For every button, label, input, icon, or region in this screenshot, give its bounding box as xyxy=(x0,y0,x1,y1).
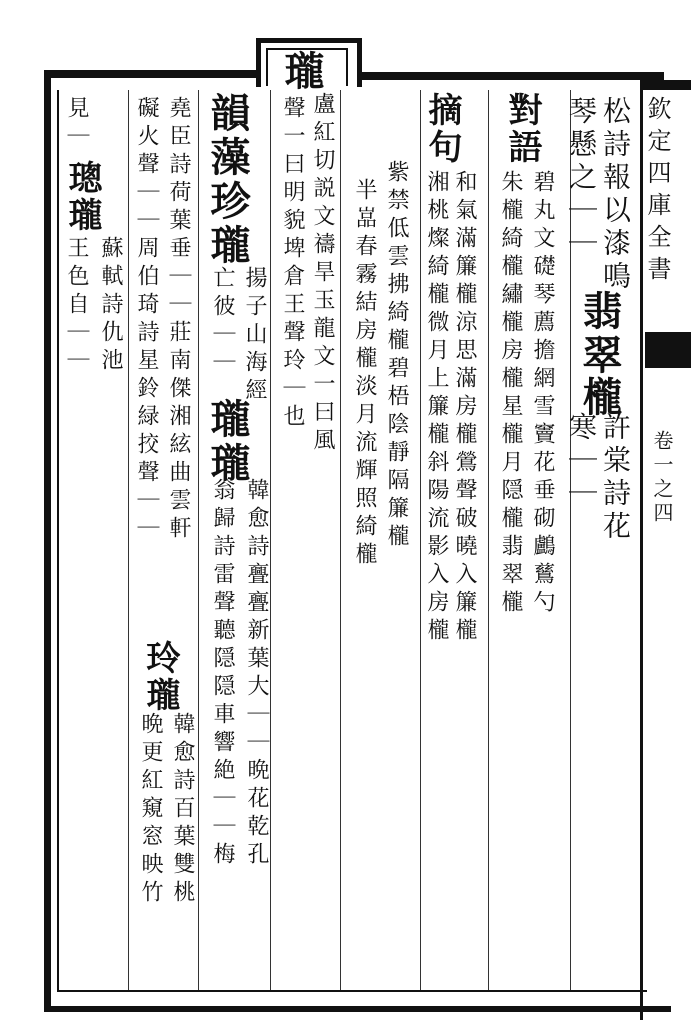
frame-right-edge xyxy=(643,80,691,90)
text-column: 許棠詩花 xyxy=(599,412,632,544)
text-column: 韓愈詩亹亹新葉大｜｜晩花乾孔 xyxy=(244,478,269,870)
text-column: 湘桃燦綺櫳微月上簾櫳斜陽流影入房櫳 xyxy=(424,170,449,646)
text-column: 琴懸之｜｜ xyxy=(565,96,598,261)
text-column: 晩更紅窺窓映竹 xyxy=(138,712,163,908)
text-column: 和氣滿簾櫳涼思滿房櫳鶯聲破曉入簾櫳 xyxy=(452,170,477,646)
text-column: 聲一曰明貌埤倉王聲玲｜也 xyxy=(280,96,305,432)
text-column: 礙火聲｜｜周伯琦詩星鈴緑挍聲｜｜ xyxy=(134,96,159,544)
column-rule xyxy=(420,90,421,990)
text-column: 紫禁低雲拂綺櫳碧梧陰靜隔簾櫳 xyxy=(384,160,409,552)
text-column: 蘇軾詩仇池 xyxy=(98,236,123,376)
text-column: 朱櫳綺櫳繡櫳房櫳星櫳月隠櫳翡翠櫳 xyxy=(498,170,523,618)
column-rule xyxy=(340,90,341,990)
text-column: 亡彼｜｜ xyxy=(210,266,235,378)
text-column: 寒｜｜ xyxy=(565,412,598,511)
entry-heading: 瓏瓏 xyxy=(204,398,251,486)
entry-heading: 玲瓏 xyxy=(140,640,180,714)
section-heading-yun-zao: 韻藻 xyxy=(204,92,251,180)
text-column: 盧紅切説文禱旱玉龍文一曰風 xyxy=(310,92,335,456)
entry-heading: 櫳 xyxy=(576,376,623,420)
text-column: 見｜ xyxy=(64,96,89,152)
column-rule xyxy=(270,90,271,990)
column-rule xyxy=(488,90,489,990)
text-column: 碧丸文礎琴薦擔網雪竇花垂砌鸕鶿勺 xyxy=(530,170,555,618)
frame-inner-left xyxy=(57,90,59,990)
column-rule xyxy=(128,90,129,990)
entry-heading: 翡翠 xyxy=(576,290,623,378)
header-strip-text: 欽定四庫全書 xyxy=(643,96,671,288)
text-column: 翁歸詩雷聲聽隠隠車響絶｜｜梅 xyxy=(210,478,235,870)
frame-inner-bottom xyxy=(57,990,647,992)
title-character: 瓏 xyxy=(278,50,325,94)
fish-tail-mark xyxy=(645,332,691,368)
section-heading-dui-yu: 對語 xyxy=(502,92,542,166)
text-column: 揚子山海經 xyxy=(242,266,267,406)
section-heading-zhai-ju: 摘句 xyxy=(422,92,462,166)
text-column: 王色自｜｜ xyxy=(64,236,89,376)
text-column: 半嵓春霧結房櫳淡月流輝照綺櫳 xyxy=(352,178,377,570)
column-rule xyxy=(198,90,199,990)
entry-heading: 珍瓏 xyxy=(204,180,251,268)
text-column: 韓愈詩百葉雙桃 xyxy=(170,712,195,908)
entry-heading: 璁瓏 xyxy=(62,160,102,234)
margin-label: 卷一之四 xyxy=(650,430,674,526)
text-column: 堯臣詩荷葉垂｜｜莊南傑湘絃曲雲軒 xyxy=(166,96,191,544)
text-column: 松詩報以漆鳴 xyxy=(599,96,632,294)
